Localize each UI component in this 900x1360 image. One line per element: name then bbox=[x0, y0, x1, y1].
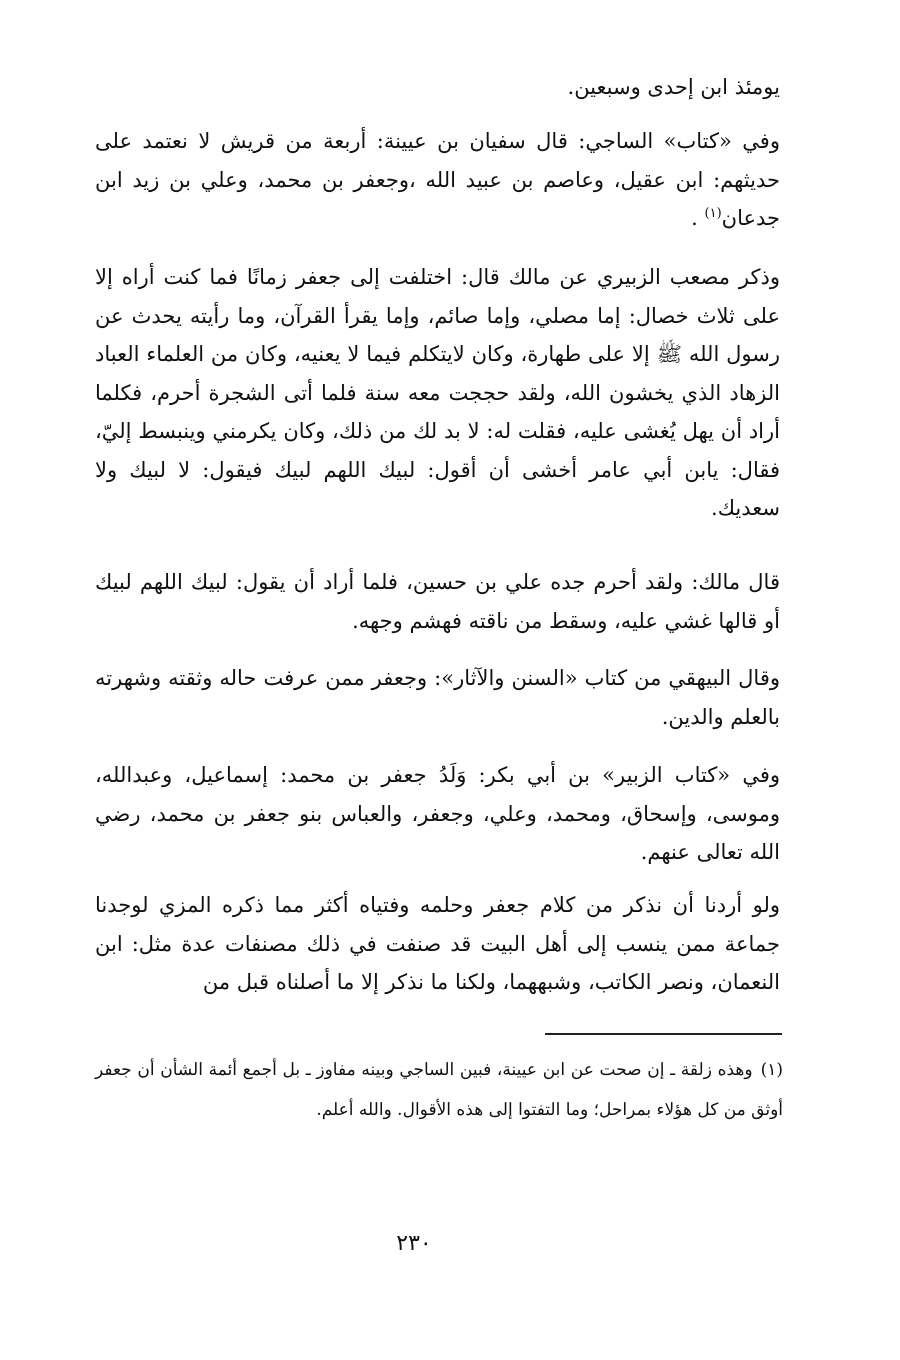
paragraph-sajji-text: وفي «كتاب» الساجي: قال سفيان بن عيينة: أربعة من قريش لا نعتمد على حديثهم: ابن عقيل، وعاصم بن عبيد الله ،وجعفر بن محمد، وعلي بن زيد ابن جدعان bbox=[95, 129, 780, 230]
paragraph-kitab-zubayr: وفي «كتاب الزبير» بن أبي بكر: وَلَدُ جعفر بن محمد: إسماعيل، وعبدالله، وموسى، وإسحاق، ومحمد، وعلي، وجعفر، والعباس بنو جعفر بن محمد، رضي الله تعالى عنهم. bbox=[95, 763, 780, 864]
opening-line: يومئذ ابن إحدى وسبعين. bbox=[567, 75, 780, 99]
footnote bbox=[95, 1050, 783, 1130]
paragraph-sajji-quote bbox=[95, 122, 780, 238]
footnote-marker: (١) bbox=[760, 1060, 783, 1080]
footnote-separator bbox=[545, 1033, 782, 1035]
footnote-reference: (١) bbox=[704, 206, 722, 221]
paragraph-conclusion: ولو أردنا أن نذكر من كلام جعفر وحلمه وفتياه أكثر مما ذكره المزي لوجدنا جماعة ممن ينسب إلى أهل البيت قد صنفت في ذلك مصنفات عدة مثل: ابن النعمان، ونصر الكاتب، وشبههما، ولكنا ما نذكر إلا ما أصلناه قبل من bbox=[95, 893, 780, 994]
paragraph-sajji-end: . bbox=[691, 206, 705, 230]
paragraph-malik-report: قال مالك: ولقد أحرم جده علي بن حسين، فلما أراد أن يقول: لبيك اللهم لبيك أو قالها غشي عليه، وسقط من ناقته فهشم وجهه. bbox=[95, 570, 780, 633]
paragraph-zubayri-report: وذكر مصعب الزبيري عن مالك قال: اختلفت إلى جعفر زمانًا فما كنت أراه إلا على ثلاث خصال: إما مصلي، وإما صائم، وإما يقرأ القرآن، وما رأيته يحدث عن رسول الله ﷺ إلا على طهارة، وكان لايتكلم فيما لا يعنيه، وكان من العلماء العباد الزهاد الذي يخشون الله، ولقد حججت معه سنة فلما أتى الشجرة أحرم، فكلما أراد أن يهل يُغشى عليه، فقلت له: لا بد لك من ذلك، وكان يكرمني وينبسط إليّ، فقال: يابن أبي عامر أخشى أن أقول: لبيك اللهم لبيك فيقول: لا لبيك ولا سعديك. bbox=[95, 265, 780, 520]
paragraph-bayhaqi-quote: وقال البيهقي من كتاب «السنن والآثار»: وجعفر ممن عرفت حاله وثقته وشهرته بالعلم والدين. bbox=[95, 666, 780, 729]
footnote-text: وهذه زلقة ـ إن صحت عن ابن عيينة، فبين الساجي وبينه مفاوز ـ بل أجمع أئمة الشأن أن جعفر أوثق من كل هؤلاء بمراحل؛ وما التفتوا إلى هذه الأقوال. والله أعلم. bbox=[95, 1060, 783, 1120]
page-number: ٢٣٠ bbox=[396, 1231, 432, 1256]
